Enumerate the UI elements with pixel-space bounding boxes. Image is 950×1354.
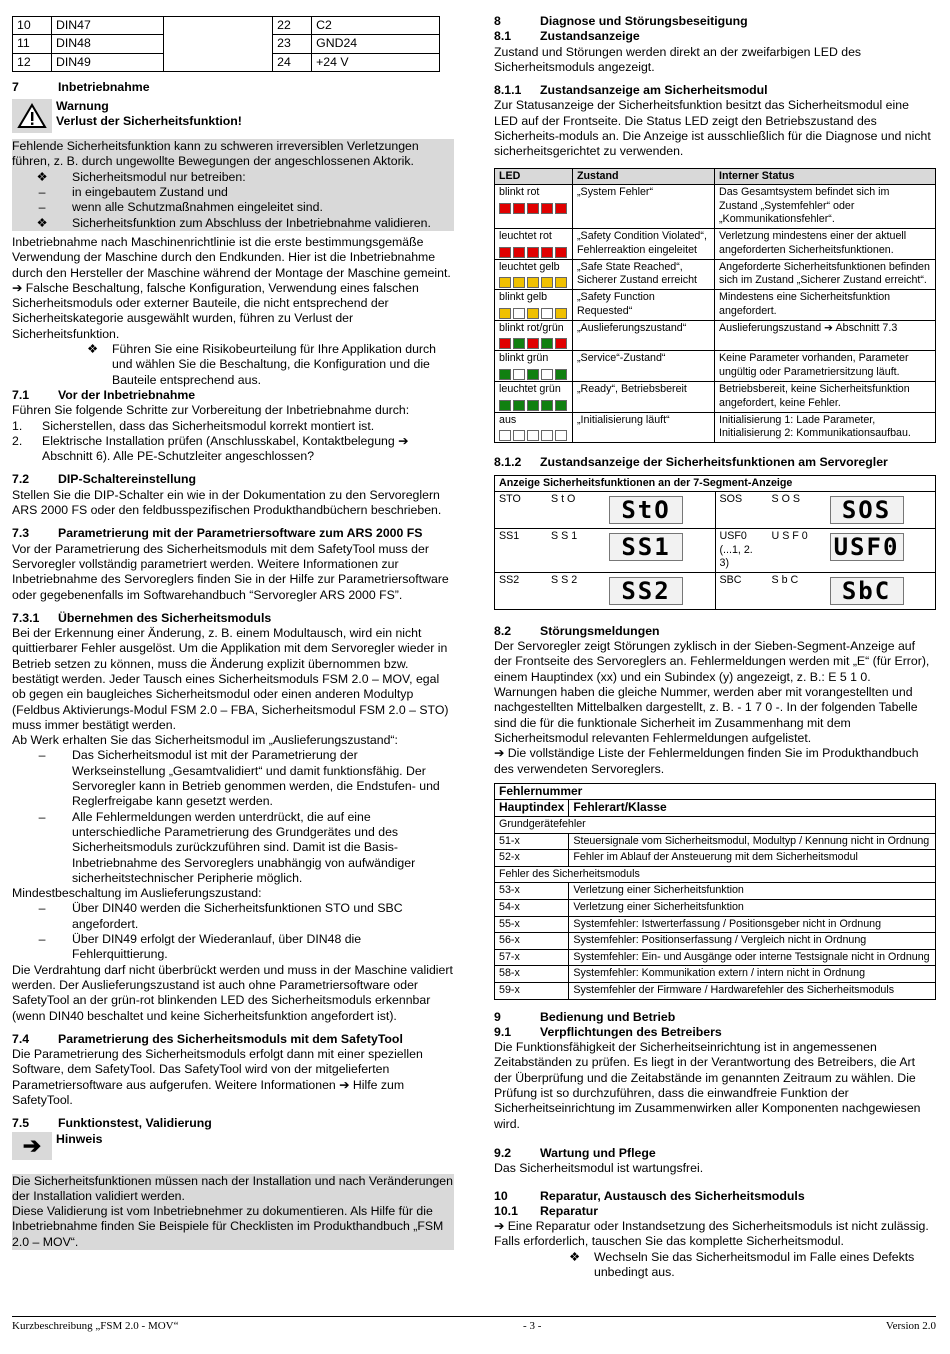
list-item bbox=[12, 419, 454, 434]
table-cell: 24 bbox=[273, 53, 312, 71]
led-indicator bbox=[527, 308, 539, 319]
error-group-label: Fehler des Sicherheitsmoduls bbox=[495, 866, 936, 883]
status-cell: Verletzung mindestens einer der aktuell angeforderten Sicherheitsfunktionen. bbox=[715, 229, 936, 260]
led-indicator-row bbox=[499, 400, 568, 411]
hint-title: Hinweis bbox=[56, 1131, 103, 1146]
table-cell-blank bbox=[164, 35, 273, 53]
led-indicator bbox=[555, 277, 567, 288]
led-indicator-row bbox=[499, 277, 568, 288]
warning-text: Fehlende Sicherheitsfunktion kann zu schweren irreversiblen Verletzungen führen, z. B. durch ungewollte Bewegungen der angeschlossenen Aktorik. bbox=[12, 139, 419, 169]
error-description: Fehler im Ablauf der Ansteuerung mit dem Sicherheitsmodul bbox=[569, 850, 936, 867]
section-9-1-heading: 9.1 Verpflichtungen des Betreibers bbox=[494, 1024, 722, 1039]
led-indicator bbox=[555, 338, 567, 349]
hint-text-2: Diese Validierung ist vom Inbetriebnehmer zu dokumentieren. Als Hilfe für die Inbetriebnahme finden Sie Beispiele für Checklisten im Produkthandbuch „FSM 2.0 – MOV“. bbox=[12, 1204, 444, 1249]
led-indicator bbox=[541, 247, 553, 258]
bullet-marker: – bbox=[38, 748, 46, 763]
section-8-heading: 8 Diagnose und Störungsbeseitigung bbox=[494, 14, 748, 28]
function-code: S b C bbox=[768, 572, 826, 609]
led-label: leuchtet rot bbox=[499, 230, 552, 243]
segment-row bbox=[495, 529, 936, 573]
list-item-text: Sicherheitsmodul nur betreiben: bbox=[72, 169, 246, 184]
error-row bbox=[495, 833, 936, 850]
seven-segment-display: SbC bbox=[830, 577, 904, 605]
table-cell: DIN47 bbox=[52, 17, 164, 35]
error-description: Systemfehler der Firmware / Hardwarefehler des Sicherheitsmoduls bbox=[569, 982, 936, 999]
state-cell: „Safety Condition Violated“, Fehlerreaktion eingeleitet bbox=[573, 229, 715, 260]
state-header: Zustand bbox=[573, 168, 715, 185]
led-cell bbox=[495, 229, 573, 260]
seven-segment-display: StO bbox=[609, 496, 683, 524]
led-status-table bbox=[494, 168, 936, 444]
error-description: Systemfehler: Positionserfassung / Vergleich nicht in Ordnung bbox=[569, 933, 936, 950]
error-row bbox=[495, 966, 936, 983]
paragraph-7b: ➔ Falsche Beschaltung, falsche Konfiguration, Verwendung eines falschen Sicherheitsmoduls oder externer Bauteile, die nicht entsprechend der Sicherheitskategorie ausgewählt wurden, führen zu Verlust der Sicherheitsfunktion. bbox=[12, 280, 419, 341]
warning-subtitle: Verlust der Sicherheitsfunktion! bbox=[56, 114, 242, 129]
error-index: 59-x bbox=[495, 982, 569, 999]
led-indicator bbox=[555, 369, 567, 380]
footer-version: Version 2.0 bbox=[885, 1320, 936, 1332]
error-index: 57-x bbox=[495, 949, 569, 966]
state-cell: „Safety Function Requested“ bbox=[573, 290, 715, 321]
error-index: 53-x bbox=[495, 883, 569, 900]
paragraph-8-1: Zustand und Störungen werden direkt an der zweifarbigen LED des Sicherheitsmoduls angezeigt. bbox=[494, 44, 862, 74]
led-indicator bbox=[499, 203, 511, 214]
led-indicator bbox=[555, 430, 567, 441]
section-8-2-heading: 8.2 Störungsmeldungen bbox=[494, 623, 660, 638]
right-column bbox=[494, 14, 936, 1280]
bullet-marker: – bbox=[38, 809, 46, 824]
paragraph-7-3: Vor der Parametrierung des Sicherheitsmoduls mit dem SafetyTool muss der Servoregler vollständig parametriert werden. Weitere Informationen zur Inbetriebnahme des Servoreglers finden Sie in der Hilfe zur Parametriersoftware oder gegebenenfalls im Softwarehandbuch “Servoregler ARS 2000 FS”. bbox=[12, 541, 449, 602]
error-index: 52-x bbox=[495, 850, 569, 867]
led-indicator bbox=[541, 308, 553, 319]
paragraph-8-1-1: Zur Statusanzeige der Sicherheitsfunktion besitzt das Sicherheitsmodul eine LED auf der Frontseite. Die Status LED zeigt den Betriebszustand des Sicherheits-moduls an. Die Anzeige ist ausschließlich für die Diagnose und nicht sicherheitsgerichtet zu verwenden. bbox=[494, 98, 931, 159]
function-abbr: SBC bbox=[715, 572, 768, 609]
function-code: S S 1 bbox=[547, 529, 605, 573]
state-cell: „Auslieferungszustand“ bbox=[573, 320, 715, 351]
function-abbr: SOS bbox=[715, 492, 768, 529]
bullet-marker: ❖ bbox=[86, 342, 98, 357]
hint-text-1: Die Sicherheitsfunktionen müssen nach der Installation und nach Veränderungen der Installation validiert werden. bbox=[12, 1173, 453, 1203]
footer-page-number: - 3 - bbox=[523, 1320, 542, 1332]
risk-bullet: ❖ Führen Sie eine Risikobeurteilung für Ihre Applikation durch und wählen Sie die Beschaltung, die Konfiguration und die Bauteile entsprechend aus. bbox=[12, 342, 454, 388]
main-index-header: Hauptindex bbox=[495, 800, 569, 817]
status-cell: Mindestens eine Sicherheitsfunktion angefordert. bbox=[715, 290, 936, 321]
led-table-row bbox=[495, 412, 936, 443]
led-indicator bbox=[541, 430, 553, 441]
led-indicator bbox=[541, 369, 553, 380]
error-group-row bbox=[495, 817, 936, 834]
error-index: 54-x bbox=[495, 900, 569, 917]
function-abbr: STO bbox=[495, 492, 548, 529]
led-indicator bbox=[513, 369, 525, 380]
led-label: blinkt rot bbox=[499, 186, 540, 199]
warning-title: Warnung bbox=[56, 99, 109, 114]
led-cell bbox=[495, 320, 573, 351]
led-indicator bbox=[499, 400, 511, 411]
status-cell: Initialisierung 1: Lade Parameter, Initialisierung 2: Kommunikationsaufbau. bbox=[715, 412, 936, 443]
left-column bbox=[12, 0, 454, 1250]
state-cell: „Initialisierung läuft“ bbox=[573, 412, 715, 443]
list-item bbox=[12, 932, 454, 963]
led-cell bbox=[495, 412, 573, 443]
error-title-row bbox=[495, 783, 936, 800]
function-code: S S 2 bbox=[547, 572, 605, 609]
segment-display-cell bbox=[605, 529, 715, 573]
led-indicator bbox=[513, 203, 525, 214]
led-table-row bbox=[495, 382, 936, 413]
segment-display-cell bbox=[826, 572, 936, 609]
list-item-text: Sicherstellen, dass das Sicherheitsmodul korrekt montiert ist. bbox=[42, 418, 375, 433]
paragraph-7-3-1d: Die Verdrahtung darf nicht überbrückt werden und muss in der Maschine validiert werden. Der Auslieferungszustand ist auch ohne Parametriersoftware oder SafetyTool an der grün-rot blinkenden LED des Sicherheitsmoduls erkennbar (wenn DIN40 beschaltet und keine Sicherheitsfunktion angefordert ist). bbox=[12, 962, 453, 1023]
paragraph-7-4: Die Parametrierung des Sicherheitsmoduls erfolgt dann mit einer speziellen Software, dem SafetyTool. Das SafetyTool wird von der mitgelieferten Parametriersoftware aus aufgerufen. Weitere Informationen ➔ Hilfe zum SafetyTool. bbox=[12, 1047, 423, 1107]
led-indicator bbox=[527, 430, 539, 441]
error-group-row bbox=[495, 866, 936, 883]
table-cell: 22 bbox=[273, 17, 312, 35]
led-cell bbox=[495, 290, 573, 321]
paragraph-7-3-1c: Mindestbeschaltung im Auslieferungszustand: bbox=[12, 886, 262, 901]
error-index: 55-x bbox=[495, 916, 569, 933]
led-cell bbox=[495, 259, 573, 290]
led-indicator bbox=[513, 338, 525, 349]
footer-left: Kurzbeschreibung „FSM 2.0 - MOV“ bbox=[12, 1320, 179, 1332]
error-description: Verletzung einer Sicherheitsfunktion bbox=[569, 900, 936, 917]
led-table-row bbox=[495, 320, 936, 351]
status-cell: Keine Parameter vorhanden, Parameter ungültig oder Parametriersitzung läuft. bbox=[715, 351, 936, 382]
section-9-2-heading: 9.2 Wartung und Pflege bbox=[494, 1145, 656, 1160]
error-row bbox=[495, 850, 936, 867]
section-7-4-heading: 7.4 Parametrierung des Sicherheitsmoduls mit dem SafetyTool bbox=[12, 1031, 403, 1046]
seven-segment-table bbox=[494, 475, 936, 610]
bullet-marker: – bbox=[38, 932, 46, 947]
error-row bbox=[495, 916, 936, 933]
warning-box bbox=[12, 99, 454, 133]
led-indicator bbox=[527, 203, 539, 214]
led-table-row bbox=[495, 351, 936, 382]
led-cell bbox=[495, 351, 573, 382]
error-description: Systemfehler: Kommunikation extern / intern nicht in Ordnung bbox=[569, 966, 936, 983]
error-index: 51-x bbox=[495, 833, 569, 850]
led-indicator bbox=[499, 277, 511, 288]
table-cell-blank bbox=[164, 17, 273, 35]
led-indicator bbox=[527, 400, 539, 411]
section-8-1-1-heading: 8.1.1 Zustandsanzeige am Sicherheitsmodul bbox=[494, 83, 768, 98]
led-indicator bbox=[541, 400, 553, 411]
function-code: S t O bbox=[547, 492, 605, 529]
error-row bbox=[495, 933, 936, 950]
list-item bbox=[12, 810, 454, 886]
table-cell: 10 bbox=[13, 17, 52, 35]
bullet-marker: – bbox=[38, 901, 46, 916]
list-item bbox=[12, 434, 454, 465]
list-item bbox=[12, 748, 454, 809]
seven-segment-display: SS2 bbox=[609, 577, 683, 605]
error-description: Systemfehler: Istwerterfassung / Positionsgeber nicht in Ordnung bbox=[569, 916, 936, 933]
error-index: 56-x bbox=[495, 933, 569, 950]
led-table-row bbox=[495, 185, 936, 229]
paragraph-10-1: ➔ Eine Reparatur oder Instandsetzung des Sicherheitsmoduls ist nicht zulässig. Falls erforderlich, tauschen Sie das komplette Sicherheitsmodul. bbox=[494, 1219, 929, 1249]
error-row bbox=[495, 900, 936, 917]
led-indicator bbox=[541, 277, 553, 288]
function-code: U S F 0 bbox=[768, 529, 826, 573]
list-item bbox=[12, 185, 454, 200]
state-cell: „System Fehler“ bbox=[573, 185, 715, 229]
warning-text-block bbox=[12, 139, 454, 231]
segment-row bbox=[495, 572, 936, 609]
error-header-row bbox=[495, 800, 936, 817]
state-cell: „Ready“, Betriebsbereit bbox=[573, 382, 715, 413]
error-table bbox=[494, 783, 936, 1000]
section-10-1-heading: 10.1 Reparatur bbox=[494, 1203, 599, 1218]
seven-segment-display: USF0 bbox=[830, 533, 904, 561]
status-cell: Auslieferungszustand ➔ Abschnitt 7.3 bbox=[715, 320, 936, 351]
led-label: blinkt grün bbox=[499, 352, 549, 365]
led-indicator bbox=[541, 338, 553, 349]
seven-segment-display: SS1 bbox=[609, 533, 683, 561]
repair-bullet: ❖ Wechseln Sie das Sicherheitsmodul im Falle eines Defekts unbedingt aus. bbox=[494, 1250, 936, 1281]
function-abbr: USF0 (...1, 2. 3) bbox=[715, 529, 768, 573]
hint-box bbox=[12, 1132, 454, 1160]
error-row bbox=[495, 982, 936, 999]
section-7-3-heading: 7.3 Parametrierung mit der Parametriersoftware zum ARS 2000 FS bbox=[12, 526, 423, 541]
table-cell: C2 bbox=[312, 17, 440, 35]
list-item-text: Über DIN40 werden die Sicherheitsfunktionen STO und SBC angefordert. bbox=[72, 901, 403, 931]
bullet-marker: ❖ bbox=[568, 1249, 580, 1264]
status-cell: Das Gesamtsystem befindet sich im Zustand „Systemfehler“ oder „Kommunikationsfehler“. bbox=[715, 185, 936, 229]
led-indicator bbox=[499, 338, 511, 349]
led-indicator-row bbox=[499, 308, 568, 319]
led-indicator bbox=[555, 203, 567, 214]
table-row bbox=[13, 53, 440, 71]
section-7-2-heading: 7.2 DIP-Schaltereinstellung bbox=[12, 472, 197, 487]
paragraph-8-2a: Der Servoregler zeigt Störungen zyklisch in der Sieben-Segment-Anzeige auf der Frontseite des Servoreglers an. Fehlermeldungen werden mit „E“ (für Error), einem Hauptindex (xx) und ein Subindex (y) angezeigt, z. B.: E 5 1 0. Warnungen haben die gleiche Nummer, werden aber mit vorangestellten und nachgestellten Mittelbalken dargestellt, z. B. - 1 7 0 -. In der folgenden Tabelle sind die für die funktionale Sicherheit im Zusammenhang mit dem Sicherheitsmodul relevanten Fehlermeldungen aufgelistet. bbox=[494, 639, 930, 745]
list-item bbox=[12, 170, 454, 185]
led-indicator bbox=[527, 277, 539, 288]
table-cell-blank bbox=[164, 53, 273, 71]
table-cell: DIN49 bbox=[52, 53, 164, 71]
table-cell: 12 bbox=[13, 53, 52, 71]
bullet-marker: – bbox=[38, 200, 46, 215]
led-indicator bbox=[513, 400, 525, 411]
table-cell: DIN48 bbox=[52, 35, 164, 53]
section-10-heading: 10 Reparatur, Austausch des Sicherheitsmoduls bbox=[494, 1188, 805, 1203]
section-7-1-heading: 7.1 Vor der Inbetriebnahme bbox=[12, 387, 196, 402]
paragraph-9-1: Die Funktionsfähigkeit der Sicherheitseinrichtung ist in angemessenen Zeitabständen zu prüfen. Es liegt in der Verantwortung des Betreibers, die Art der Überprüfung und die Zeitabstände im genannten Zeitraum zu wählen. Die Prüfung ist so durchzuführen, dass die einwandfreie Funktion der Sicherheitseinrichtung im Zusammenwirken aller Komponenten nachgewiesen wird. bbox=[494, 1040, 921, 1131]
segment-display-cell bbox=[605, 492, 715, 529]
led-label: blinkt gelb bbox=[499, 291, 548, 304]
led-indicator bbox=[499, 247, 511, 258]
table-cell: GND24 bbox=[312, 35, 440, 53]
status-header: Interner Status bbox=[715, 168, 936, 185]
led-cell bbox=[495, 185, 573, 229]
led-header: LED bbox=[495, 168, 573, 185]
led-indicator bbox=[499, 430, 511, 441]
list-item-text: Elektrische Installation prüfen (Anschlusskabel, Kontaktbelegung ➔ Abschnitt 6). Alle PE-Schutzleiter angeschlossen? bbox=[42, 433, 409, 464]
error-description: Steuersignale vom Sicherheitsmodul, Modultyp / Kennung nicht in Ordnung bbox=[569, 833, 936, 850]
led-table-row bbox=[495, 290, 936, 321]
error-description: Verletzung einer Sicherheitsfunktion bbox=[569, 883, 936, 900]
paragraph-7-3-1b: Ab Werk erhalten Sie das Sicherheitsmodul im „Auslieferungszustand“: bbox=[12, 733, 398, 748]
page-footer bbox=[12, 1316, 936, 1334]
led-indicator bbox=[555, 400, 567, 411]
table-row bbox=[13, 17, 440, 35]
section-7-heading: 7 Inbetriebnahme bbox=[12, 79, 150, 94]
list-item-text: Über DIN49 erfolgt der Wiederanlauf, über DIN48 die Fehlerquittierung. bbox=[72, 932, 362, 962]
error-row bbox=[495, 883, 936, 900]
list-item bbox=[12, 901, 454, 932]
led-label: leuchtet gelb bbox=[499, 260, 560, 273]
function-abbr: SS1 bbox=[495, 529, 548, 573]
seven-segment-display: SOS bbox=[830, 496, 904, 524]
paragraph-9-2: Das Sicherheitsmodul ist wartungsfrei. bbox=[494, 1161, 704, 1176]
led-indicator bbox=[513, 430, 525, 441]
table-row bbox=[13, 35, 440, 53]
bullet-marker: – bbox=[38, 185, 46, 200]
led-indicator bbox=[499, 369, 511, 380]
led-indicator-row bbox=[499, 338, 568, 349]
status-cell: Angeforderte Sicherheitsfunktionen befinden sich im Zustand „Sicherer Zustand erreicht“. bbox=[715, 259, 936, 290]
seven-segment-header: Anzeige Sicherheitsfunktionen an der 7-Segment-Anzeige bbox=[495, 475, 936, 492]
list-item bbox=[12, 216, 454, 231]
warning-icon bbox=[12, 99, 52, 133]
led-indicator bbox=[555, 308, 567, 319]
bullet-marker: ❖ bbox=[36, 215, 48, 230]
state-cell: „Service“-Zustand“ bbox=[573, 351, 715, 382]
led-indicator bbox=[499, 308, 511, 319]
led-label: leuchtet grün bbox=[499, 383, 561, 396]
led-indicator bbox=[527, 369, 539, 380]
paragraph-8-2b: ➔ Die vollständige Liste der Fehlermeldungen finden Sie im Produkthandbuch des verwendeten Servoreglers. bbox=[494, 746, 919, 776]
error-title: Fehlernummer bbox=[495, 783, 936, 800]
error-row bbox=[495, 949, 936, 966]
led-label: aus bbox=[499, 413, 517, 426]
paragraph-7-1: Führen Sie folgende Schritte zur Vorbereitung der Inbetriebnahme durch: bbox=[12, 403, 410, 418]
error-class-header: Fehlerart/Klasse bbox=[569, 800, 936, 817]
section-8-1-heading: 8.1 Zustandsanzeige bbox=[494, 29, 640, 44]
status-cell: Betriebsbereit, keine Sicherheitsfunktion angefordert, keine Fehler. bbox=[715, 382, 936, 413]
list-item bbox=[12, 200, 454, 215]
error-group-label: Grundgerätefehler bbox=[495, 817, 936, 834]
section-7-3-1-heading: 7.3.1 Übernehmen des Sicherheitsmoduls bbox=[12, 610, 272, 625]
segment-display-cell bbox=[826, 529, 936, 573]
led-indicator bbox=[513, 308, 525, 319]
section-7-5-heading: 7.5 Funktionstest, Validierung bbox=[12, 1116, 212, 1131]
segment-row bbox=[495, 492, 936, 529]
list-number: 2. bbox=[12, 433, 23, 448]
led-indicator bbox=[555, 247, 567, 258]
bullet-marker: ❖ bbox=[36, 169, 48, 184]
led-indicator bbox=[527, 247, 539, 258]
section-9-heading: 9 Bedienung und Betrieb bbox=[494, 1009, 676, 1024]
list-item-text: in eingebautem Zustand und bbox=[72, 185, 228, 200]
led-cell bbox=[495, 382, 573, 413]
list-item-text: Das Sicherheitsmodul ist mit der Parametrierung der Werkseinstellung „Gesamtvalidiert“ und damit funktionsfähig. Der Servoregler kann in Betrieb genommen werden, die Endstufen- und Reglerfreigabe kann gesetzt werden. bbox=[72, 748, 440, 809]
section-8-1-2-heading: 8.1.2 Zustandsanzeige der Sicherheitsfunktionen am Servoregler bbox=[494, 455, 888, 470]
segment-display-cell bbox=[605, 572, 715, 609]
state-cell: „Safe State Reached“, Sicherer Zustand erreicht bbox=[573, 259, 715, 290]
led-table-row bbox=[495, 229, 936, 260]
list-number: 1. bbox=[12, 418, 23, 433]
function-code: S O S bbox=[768, 492, 826, 529]
paragraph-7-3-1a: Bei der Erkennung einer Änderung, z. B. einem Modultausch, wird ein nicht quittierbarer Fehler ausgelöst. Um die Applikation mit dem Servoregler wieder in Betrieb setzen zu können, muss die Änderung explizit übernommen bzw. bestätigt werden. Jeder Tausch eines Sicherheitsmoduls FSM 2.0 – MOV, egal ob gegen ein baugleiches Sicherheitsmodul oder einen anderen Modultyp (Feldbus Aktivierungs-Modul FSM 2.0 – FBA, Sicherheitsmodul FSM 2.0 – STO) muss immer bestätigt werden. bbox=[12, 626, 449, 732]
table-cell: +24 V bbox=[312, 53, 440, 71]
led-indicator-row bbox=[499, 369, 568, 380]
led-indicator bbox=[513, 277, 525, 288]
led-indicator bbox=[541, 203, 553, 214]
led-table-row bbox=[495, 259, 936, 290]
led-indicator bbox=[527, 338, 539, 349]
paragraph-7-2: Stellen Sie die DIP-Schalter ein wie in der Dokumentation zu den Servoreglern ARS 2000 FS oder den feldbusspezifischen Produkthandbüchern beschrieben. bbox=[12, 487, 442, 518]
function-abbr: SS2 bbox=[495, 572, 548, 609]
arrow-right-icon: ➔ bbox=[12, 1132, 52, 1160]
error-index: 58-x bbox=[495, 966, 569, 983]
paragraph-7a: Inbetriebnahme nach Maschinenrichtlinie ist die erste bestimmungsgemäße Verwendung der Maschine durch den Endkunden. Hier ist die Inbetriebnahme durch den Hersteller der Maschine während der Montage der Maschine gemeint. bbox=[12, 234, 451, 280]
list-item-text: Alle Fehlermeldungen werden unterdrückt, die auf eine unterschiedliche Parametrierung des Grundgerätes und des Sicherheitsmoduls zurückzuführen sind. Damit ist die Basis-Inbetriebnahme des Servoreglers unabhängig von aufwändiger sicherheitstechnischer Peripherie möglich. bbox=[72, 809, 416, 885]
segment-display-cell bbox=[826, 492, 936, 529]
table-cell: 23 bbox=[273, 35, 312, 53]
led-indicator-row bbox=[499, 203, 568, 214]
led-indicator-row bbox=[499, 430, 568, 441]
led-label: blinkt rot/grün bbox=[499, 321, 564, 334]
led-indicator-row bbox=[499, 247, 568, 258]
pin-table bbox=[12, 16, 440, 72]
table-cell: 11 bbox=[13, 35, 52, 53]
led-indicator bbox=[513, 247, 525, 258]
list-item-text: wenn alle Schutzmaßnahmen eingeleitet sind. bbox=[72, 200, 323, 215]
error-description: Systemfehler: Ein- und Ausgänge oder interne Testsignale nicht in Ordnung bbox=[569, 949, 936, 966]
list-item-text: Sicherheitsfunktion zum Abschluss der Inbetriebnahme validieren. bbox=[72, 215, 431, 230]
hint-text-block bbox=[12, 1174, 454, 1250]
